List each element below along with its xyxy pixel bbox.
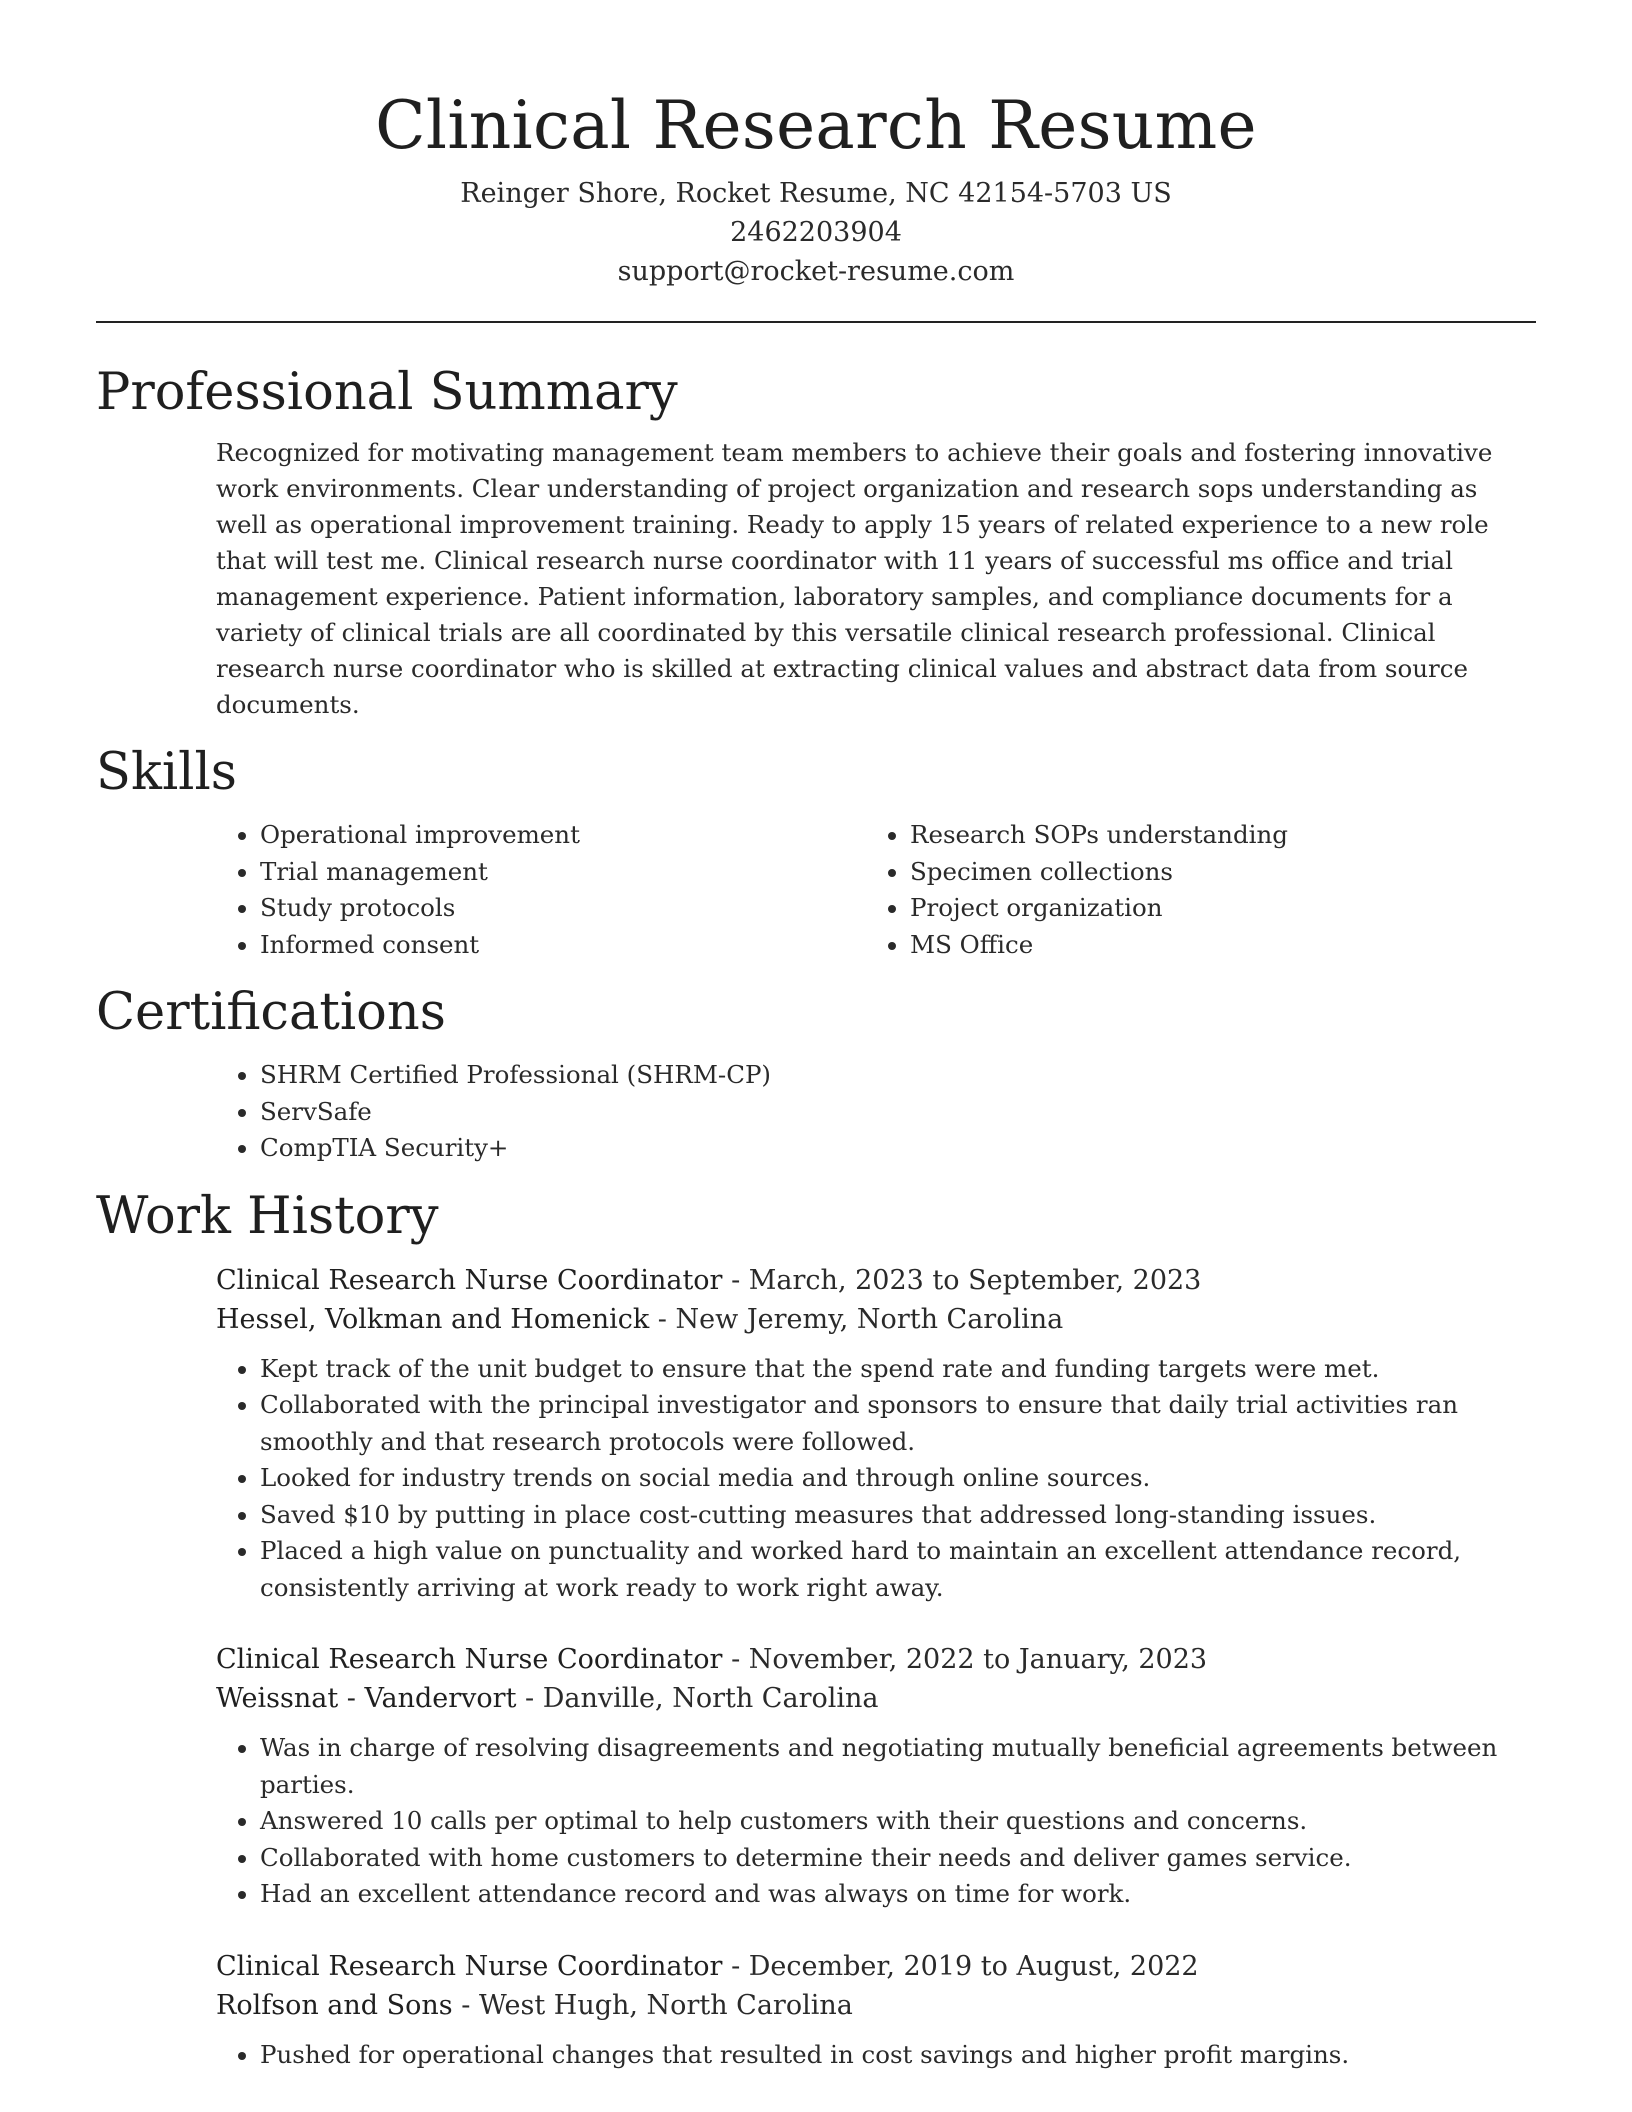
job-company-line: [216, 1986, 1536, 2025]
skills-heading: Skills: [96, 743, 237, 802]
skill-item: • Study protocols: [260, 890, 866, 927]
job-duty-item: • Looked for industry trends on social media and through online sources.: [260, 1460, 1536, 1497]
work-history-list: [216, 1261, 1536, 2074]
work-history-heading: Work History: [96, 1186, 439, 1246]
job-duty-item: • Answered 10 calls per optimal to help customers with their questions and concerns.: [260, 1803, 1536, 1840]
certification-item: • CompTIA Security+: [260, 1130, 1536, 1167]
skills-column-right: [866, 817, 1516, 963]
resume-header: [96, 0, 1536, 291]
job-entry: [216, 1640, 1536, 1913]
skill-item: • Operational improvement: [260, 817, 866, 854]
job-location: Danville, North Carolina: [542, 1683, 879, 1714]
summary-body: [216, 435, 1536, 723]
job-company: Rolfson and Sons: [216, 1989, 453, 2021]
job-location: New Jeremy, North Carolina: [675, 1303, 1064, 1335]
job-duty-item: • Pushed for operational changes that resulted in cost savings and higher profit margins.: [260, 2037, 1536, 2074]
certification-item: • SHRM Certified Professional (SHRM-CP): [260, 1057, 1536, 1094]
work-history-section: [96, 1185, 1536, 2074]
job-location: West Hugh, North Carolina: [478, 1989, 853, 2021]
job-entry: [216, 1947, 1536, 2074]
resume-title: Clinical Research Resume: [375, 87, 1257, 164]
job-separator: -: [731, 1950, 749, 1982]
job-company: Hessel, Volkman and Homenick: [216, 1303, 650, 1335]
job-separator: -: [731, 1264, 749, 1296]
job-dates: December, 2019 to August, 2022: [748, 1950, 1199, 1982]
contact-info: [96, 174, 1536, 291]
job-duty-item: • Collaborated with the principal investigator and sponsors to ensure that daily trial activities ran smoothly and that research protocols were followed.: [260, 1387, 1536, 1460]
job-title: Clinical Research Nurse Coordinator: [216, 1950, 723, 1982]
job-duty-item: • Was in charge of resolving disagreements and negotiating mutually beneficial agreements between parties.: [260, 1730, 1536, 1803]
skill-item: • Trial management: [260, 854, 866, 891]
job-duties: [216, 2037, 1536, 2074]
header-divider: [96, 321, 1536, 323]
job-separator: -: [731, 1644, 749, 1675]
contact-phone: 2462203904: [730, 217, 902, 248]
skill-item: • MS Office: [910, 927, 1516, 964]
job-title-line: [216, 1640, 1536, 1679]
summary-section: [96, 361, 1536, 723]
job-entry: [216, 1261, 1536, 1607]
job-company-line: [216, 1679, 1536, 1718]
job-duties: [216, 1730, 1536, 1913]
job-dates: March, 2023 to September, 2023: [748, 1264, 1202, 1296]
skill-item: • Project organization: [910, 890, 1516, 927]
job-separator: -: [461, 1989, 479, 2021]
job-title-line: [216, 1261, 1536, 1300]
skills-section: [96, 741, 1536, 963]
job-company: Weissnat - Vandervort: [216, 1683, 517, 1714]
job-duty-item: • Collaborated with home customers to determine their needs and deliver games service.: [260, 1840, 1536, 1877]
summary-text: Recognized for motivating management team members to achieve their goals and fostering innovative work environments. Clear understanding of project organization and research sops understanding as well as operational improvement training. Ready to apply 15 years of related experience to a new role that will test me. Clinical research nurse coordinator with 11 years of successful ms office and trial management experience. Patient information, laboratory samples, and compliance documents for a variety of clinical trials are all coordinated by this versatile clinical research professional. Clinical research nurse coordinator who is skilled at extracting clinical values and abstract data from source documents.: [216, 438, 1493, 719]
certifications-list: [216, 1057, 1536, 1167]
contact-address: Reinger Shore, Rocket Resume, NC 42154-5703 US: [460, 178, 1172, 209]
job-duty-item: • Had an excellent attendance record and was always on time for work.: [260, 1876, 1536, 1913]
skill-item: • Research SOPs understanding: [910, 817, 1516, 854]
job-dates: November, 2022 to January, 2023: [748, 1644, 1208, 1675]
certifications-heading: Certifications: [96, 983, 446, 1042]
job-company-line: [216, 1300, 1536, 1339]
contact-email: support@rocket-resume.com: [617, 256, 1015, 287]
skill-item: • Informed consent: [260, 927, 866, 964]
job-duty-item: • Kept track of the unit budget to ensure that the spend rate and funding targets were met.: [260, 1351, 1536, 1388]
skill-item: • Specimen collections: [910, 854, 1516, 891]
job-duties: [216, 1351, 1536, 1607]
job-duty-item: • Placed a high value on punctuality and worked hard to maintain an excellent attendance record, consistently arriving at work ready to work right away.: [260, 1533, 1536, 1606]
job-title: Clinical Research Nurse Coordinator: [216, 1644, 723, 1675]
skills-list: [216, 817, 1536, 963]
certification-item: • ServSafe: [260, 1094, 1536, 1131]
job-duty-item: • Saved $10 by putting in place cost-cutting measures that addressed long-standing issues.: [260, 1497, 1536, 1534]
job-title: Clinical Research Nurse Coordinator: [216, 1264, 723, 1296]
job-title-line: [216, 1947, 1536, 1986]
summary-heading: Professional Summary: [96, 363, 678, 422]
job-separator: -: [657, 1303, 676, 1335]
certifications-section: [96, 981, 1536, 1167]
resume-page: [96, 0, 1536, 2107]
job-separator: -: [525, 1683, 543, 1714]
skills-column-left: [216, 817, 866, 963]
